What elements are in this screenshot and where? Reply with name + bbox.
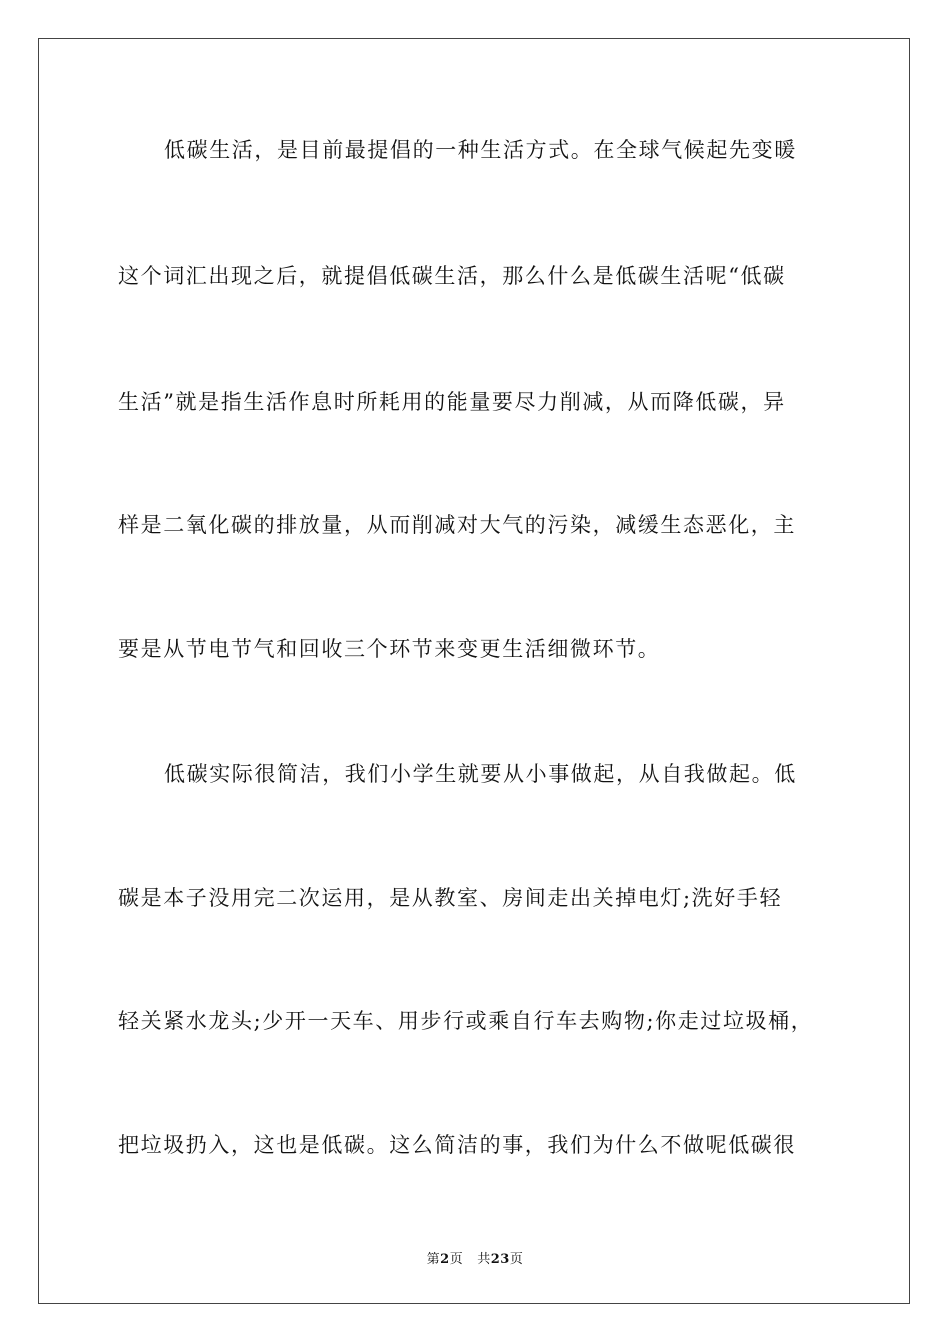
paragraph-2-line-1: 低碳实际很简洁，我们小学生就要从小事做起，从自我做起。低 bbox=[164, 762, 797, 786]
paragraph-1-line-4: 样是二氧化碳的排放量，从而削减对大气的污染，减缓生态恶化，主 bbox=[118, 513, 796, 537]
page-number: 2 bbox=[440, 1252, 450, 1267]
paragraph-1-line-3: 生活”就是指生活作息时所耗用的能量要尽力削减，从而降低碳，异 bbox=[118, 390, 786, 414]
total-suffix: 页 bbox=[509, 1252, 524, 1267]
page-suffix: 页 bbox=[449, 1252, 464, 1267]
paragraph-1-line-2: 这个词汇出现之后，就提倡低碳生活，那么什么是低碳生活呢“低碳 bbox=[118, 264, 786, 288]
page-border bbox=[38, 38, 910, 1304]
paragraph-1-line-1: 低碳生活，是目前最提倡的一种生活方式。在全球气候起先变暖 bbox=[164, 138, 797, 162]
paragraph-2-line-3: 轻关紧水龙头;少开一天车、用步行或乘自行车去购物;你走过垃圾桶， bbox=[118, 1009, 814, 1033]
total-pages: 23 bbox=[490, 1252, 510, 1267]
paragraph-2-line-4: 把垃圾扔入，这也是低碳。这么简洁的事，我们为什么不做呢低碳很 bbox=[118, 1133, 796, 1157]
total-prefix: 共 bbox=[477, 1252, 491, 1267]
page-footer bbox=[0, 1248, 950, 1267]
paragraph-1-line-5: 要是从节电节气和回收三个环节来变更生活细微环节。 bbox=[118, 637, 661, 661]
paragraph-2-line-2: 碳是本子没用完二次运用，是从教室、房间走出关掉电灯;洗好手轻 bbox=[118, 886, 783, 910]
page-prefix: 第 bbox=[426, 1252, 441, 1267]
